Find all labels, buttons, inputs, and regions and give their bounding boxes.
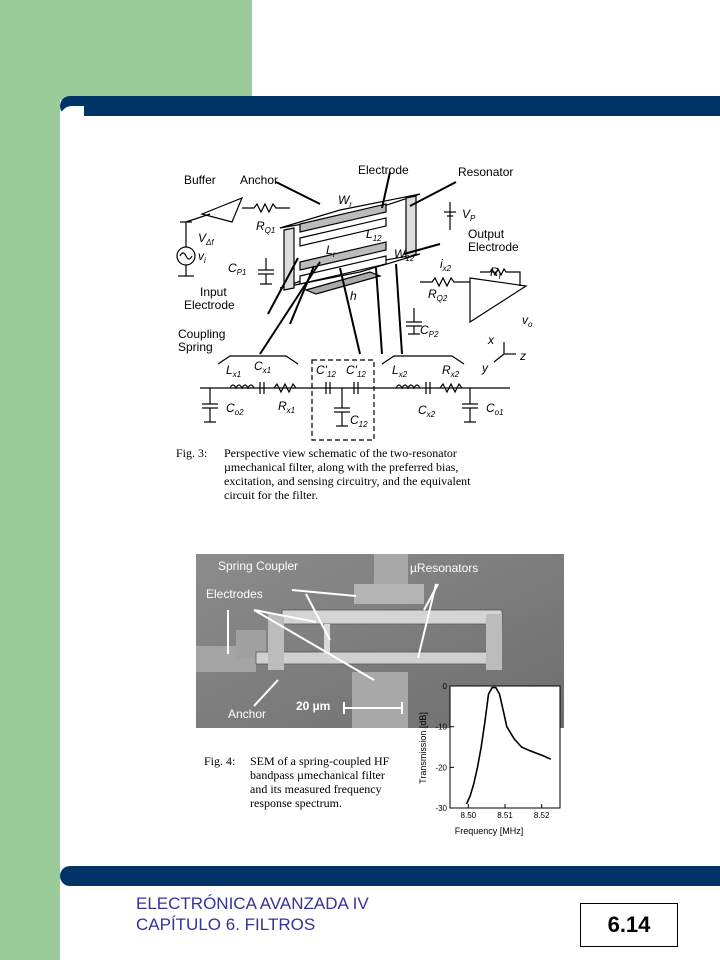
fig3-caption-label: Fig. 3:	[176, 446, 208, 460]
y-tick-label: -20	[435, 763, 447, 773]
fig4-caption	[204, 754, 416, 810]
circuit-cx2: $C_{x2}$	[418, 403, 436, 419]
footer-course-title	[136, 893, 369, 935]
bottom-blue-rule	[60, 866, 720, 886]
y-tick-label: -30	[435, 804, 447, 813]
footer-line-chapter: CAPÍTULO 6. FILTROS	[136, 915, 316, 934]
x-tick-label: 8.50	[460, 811, 477, 820]
fig3-symbol-rq1: $R_{Q1}$	[256, 219, 276, 235]
circuit-lx2: $L_{x2}$	[392, 363, 408, 379]
fig3-label-buffer: Buffer	[184, 173, 216, 187]
fig4-caption-line: and its measured frequency	[250, 782, 382, 796]
circuit-co1: $C_{o1}$	[486, 401, 504, 417]
fig3-symbol-h: h	[350, 289, 357, 303]
fig3-caption	[176, 446, 536, 502]
fig4-caption-line: bandpass µmechanical filter	[250, 768, 385, 782]
fig3-axis-x: x	[488, 333, 494, 347]
fig3-symbol-vdelta: $V_{\Delta f}$	[198, 231, 214, 247]
fig3-label-output-1: Output	[468, 227, 505, 241]
fig4-caption-label: Fig. 4:	[204, 754, 236, 768]
fig3-caption-line: excitation, and sensing circuitry, and the equivalent	[224, 474, 471, 488]
fig3-symbol-rf: $R_f$	[490, 265, 501, 281]
fig3-symbol-wr: $W_r$	[338, 193, 352, 209]
circuit-c12: $C_{12}$	[350, 413, 368, 429]
y-tick-label: -10	[435, 722, 447, 732]
x-tick-label: 8.51	[497, 811, 513, 820]
fig3-symbol-cp2: $C_{P2}$	[420, 323, 439, 339]
fig3-symbol-vp: $V_P$	[462, 207, 476, 223]
fig3-symbol-lr: $L_r$	[326, 243, 336, 259]
circuit-c12a: $C'_{12}$	[316, 363, 336, 379]
fig3-symbol-w12: $W_{12}$	[394, 247, 415, 263]
circuit-lx1: $L_{x1}$	[226, 363, 242, 379]
sem-label-electrodes: Electrodes	[206, 587, 263, 601]
chart-ylabel: Transmission [dB]	[418, 712, 428, 784]
fig3-label-coupling-1: Coupling	[178, 327, 226, 341]
sem-label-anchor: Anchor	[228, 707, 267, 721]
fig3-symbol-vo: $v_o$	[522, 313, 533, 329]
top-blue-rule	[60, 96, 720, 116]
fig3-caption-line: Perspective view schematic of the two-resonator	[224, 446, 457, 460]
footer-line-course: ELECTRÓNICA AVANZADA IV	[136, 894, 369, 913]
fig3-label-electrode: Electrode	[358, 163, 409, 177]
fig3-label-coupling-2: Spring	[178, 340, 213, 354]
circuit-c12b: $C'_{12}$	[346, 363, 366, 379]
sem-scale-bar-label: 20 µm	[296, 699, 331, 713]
fig3-symbol-vi: $v_i$	[198, 249, 206, 265]
fig3-caption-line: µmechanical filter, along with the preferred bias,	[224, 460, 459, 474]
top-green-block	[60, 0, 252, 100]
circuit-co2: $C_{o2}$	[226, 401, 244, 417]
chart-xlabel: Frequency [MHz]	[454, 826, 524, 836]
fig4-caption-line: response spectrum.	[250, 796, 342, 810]
fig3-symbol-l12: $L_{12}$	[366, 227, 382, 243]
page-number: 6.14	[607, 912, 651, 937]
fig3-axis-y: y	[482, 361, 488, 375]
fig3-label-anchor: Anchor	[240, 173, 279, 187]
fig3-label-resonator: Resonator	[458, 165, 514, 179]
x-tick-label: 8.52	[533, 811, 550, 820]
frequency-response-chart	[414, 682, 564, 838]
fig3-symbol-rq2: $R_{Q2}$	[428, 287, 448, 303]
fig3-label-output-2: Electrode	[468, 240, 519, 254]
sem-label-spring-coupler: Spring Coupler	[218, 559, 299, 573]
fig3-axis-z: z	[520, 349, 526, 363]
page-number-box	[580, 903, 678, 947]
fig4-caption-line: SEM of a spring-coupled HF	[250, 754, 390, 768]
fig3-caption-line: circuit for the filter.	[224, 488, 318, 502]
fig3-symbol-cp1: $C_{P1}$	[228, 261, 247, 277]
circuit-rx2: $R_{x2}$	[442, 363, 460, 379]
fig3-label-input-2: Electrode	[184, 298, 235, 312]
fig3-symbol-ix2: $i_{x2}$	[440, 257, 452, 273]
circuit-cx1: $C_{x1}$	[254, 359, 272, 375]
sem-label-resonators: µResonators	[410, 561, 479, 575]
fig3-label-input-1: Input	[200, 285, 227, 299]
left-green-bar	[0, 0, 60, 960]
rule-corner	[60, 106, 84, 130]
circuit-rx1: $R_{x1}$	[278, 399, 296, 415]
figure3-schematic	[170, 158, 550, 444]
y-tick-label: 0	[442, 682, 447, 691]
